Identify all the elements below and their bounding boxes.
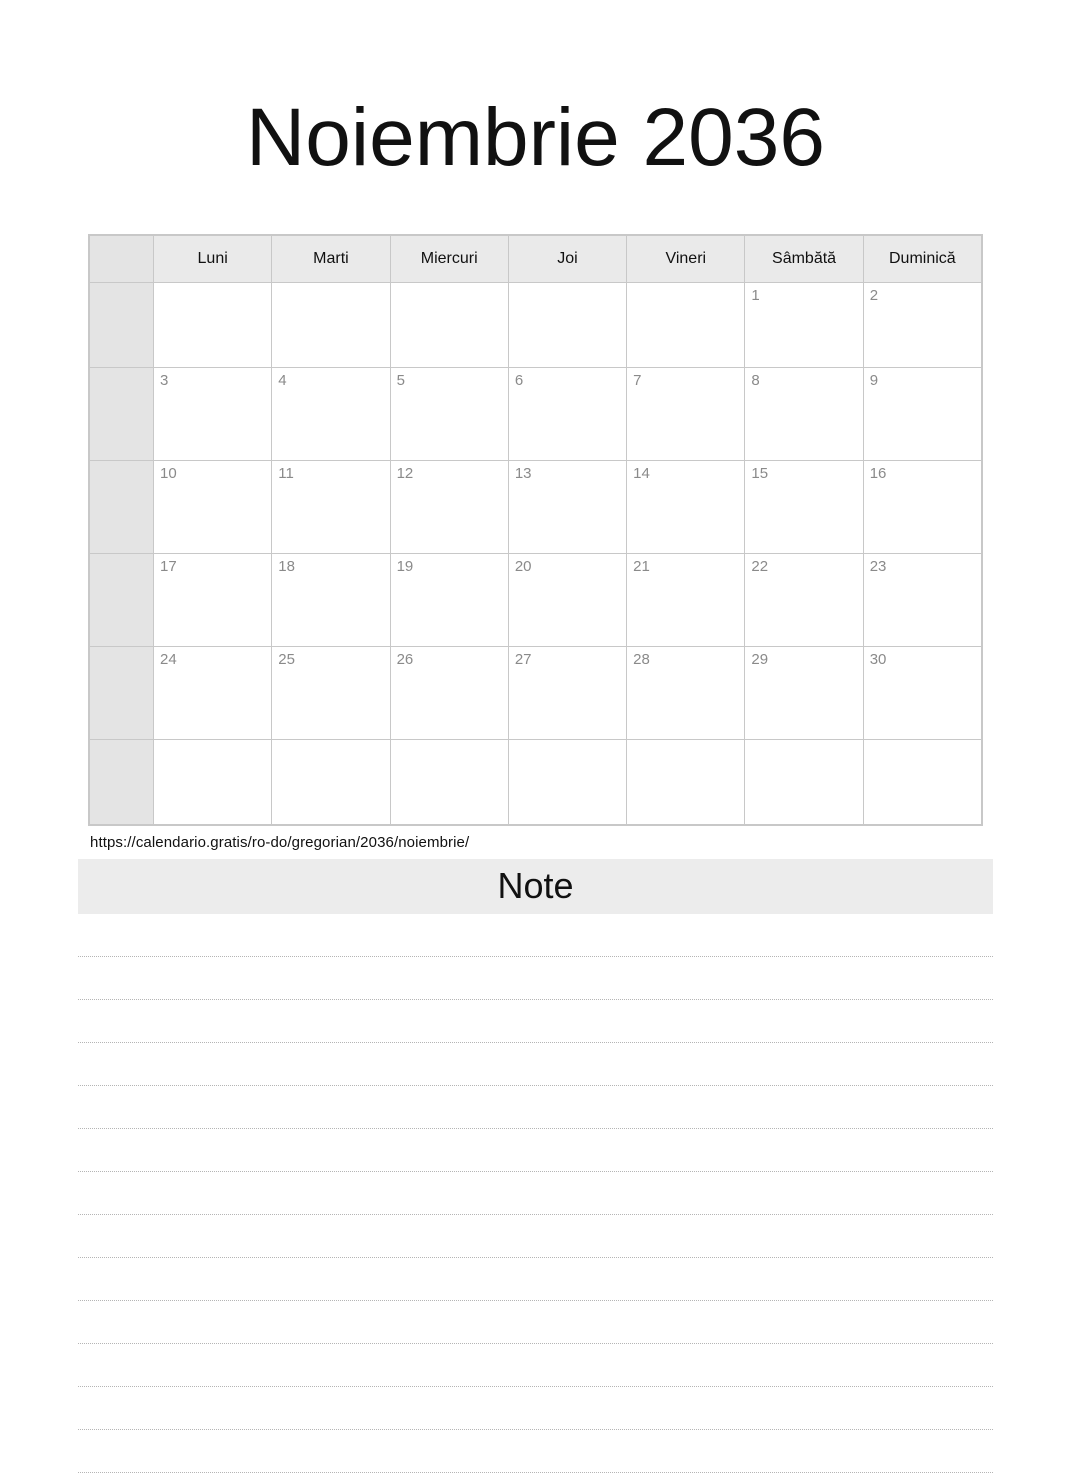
note-line[interactable] bbox=[78, 1086, 993, 1129]
day-cell[interactable]: 8 bbox=[745, 367, 863, 460]
day-cell[interactable] bbox=[508, 282, 626, 367]
day-cell[interactable]: 20 bbox=[508, 553, 626, 646]
weekday-header-saturday: Sâmbătă bbox=[745, 235, 863, 282]
note-line[interactable] bbox=[78, 1344, 993, 1387]
day-cell[interactable] bbox=[272, 739, 390, 824]
day-cell[interactable]: 11 bbox=[272, 460, 390, 553]
weekday-header-monday: Luni bbox=[154, 235, 272, 282]
note-line[interactable] bbox=[78, 1387, 993, 1430]
weekday-header-sunday: Duminică bbox=[863, 235, 981, 282]
notes-section bbox=[78, 859, 993, 1473]
day-cell[interactable]: 30 bbox=[863, 646, 981, 739]
week-label bbox=[90, 553, 154, 646]
note-line[interactable] bbox=[78, 1172, 993, 1215]
day-cell[interactable] bbox=[627, 739, 745, 824]
day-cell[interactable]: 7 bbox=[627, 367, 745, 460]
week-label bbox=[90, 460, 154, 553]
day-cell[interactable]: 25 bbox=[272, 646, 390, 739]
day-cell[interactable]: 12 bbox=[390, 460, 508, 553]
day-cell[interactable]: 9 bbox=[863, 367, 981, 460]
note-line[interactable] bbox=[78, 1129, 993, 1172]
day-cell[interactable] bbox=[863, 739, 981, 824]
weekday-header-thursday: Joi bbox=[508, 235, 626, 282]
calendar-week-row bbox=[90, 739, 982, 824]
day-cell[interactable] bbox=[390, 739, 508, 824]
week-label bbox=[90, 282, 154, 367]
day-cell[interactable]: 24 bbox=[154, 646, 272, 739]
calendar-week-row bbox=[90, 460, 982, 553]
day-cell[interactable] bbox=[154, 282, 272, 367]
weekday-header-tuesday: Marti bbox=[272, 235, 390, 282]
day-cell[interactable] bbox=[627, 282, 745, 367]
day-cell[interactable]: 29 bbox=[745, 646, 863, 739]
calendar-week-row bbox=[90, 553, 982, 646]
note-line[interactable] bbox=[78, 1000, 993, 1043]
day-cell[interactable] bbox=[745, 739, 863, 824]
note-line[interactable] bbox=[78, 957, 993, 1000]
day-cell[interactable]: 5 bbox=[390, 367, 508, 460]
day-cell[interactable]: 10 bbox=[154, 460, 272, 553]
note-line[interactable] bbox=[78, 1043, 993, 1086]
week-label bbox=[90, 367, 154, 460]
day-cell[interactable]: 1 bbox=[745, 282, 863, 367]
calendar-table bbox=[89, 235, 982, 825]
note-line[interactable] bbox=[78, 1258, 993, 1301]
day-cell[interactable]: 17 bbox=[154, 553, 272, 646]
day-cell[interactable]: 27 bbox=[508, 646, 626, 739]
note-line[interactable] bbox=[78, 1215, 993, 1258]
calendar-week-row bbox=[90, 646, 982, 739]
page-title: Noiembrie 2036 bbox=[246, 91, 825, 183]
weekday-header-wednesday: Miercuri bbox=[390, 235, 508, 282]
note-line[interactable] bbox=[78, 1430, 993, 1473]
note-line[interactable] bbox=[78, 914, 993, 957]
weekday-header-friday: Vineri bbox=[627, 235, 745, 282]
day-cell[interactable]: 14 bbox=[627, 460, 745, 553]
day-cell[interactable]: 3 bbox=[154, 367, 272, 460]
day-cell[interactable]: 21 bbox=[627, 553, 745, 646]
notes-heading: Note bbox=[78, 859, 993, 914]
day-cell[interactable]: 2 bbox=[863, 282, 981, 367]
day-cell[interactable]: 19 bbox=[390, 553, 508, 646]
calendar-week-row bbox=[90, 367, 982, 460]
calendar-week-row bbox=[90, 282, 982, 367]
day-cell[interactable]: 23 bbox=[863, 553, 981, 646]
day-cell[interactable]: 18 bbox=[272, 553, 390, 646]
calendar-header-row bbox=[90, 235, 982, 282]
day-cell[interactable]: 15 bbox=[745, 460, 863, 553]
week-label bbox=[90, 646, 154, 739]
day-cell[interactable]: 28 bbox=[627, 646, 745, 739]
week-label bbox=[90, 739, 154, 824]
day-cell[interactable] bbox=[390, 282, 508, 367]
day-cell[interactable]: 6 bbox=[508, 367, 626, 460]
note-line[interactable] bbox=[78, 1301, 993, 1344]
day-cell[interactable]: 13 bbox=[508, 460, 626, 553]
day-cell[interactable]: 16 bbox=[863, 460, 981, 553]
week-column-header bbox=[90, 235, 154, 282]
day-cell[interactable] bbox=[272, 282, 390, 367]
day-cell[interactable] bbox=[508, 739, 626, 824]
day-cell[interactable]: 22 bbox=[745, 553, 863, 646]
calendar-table-wrapper bbox=[88, 234, 983, 826]
source-url[interactable]: https://calendario.gratis/ro-do/gregorian/2036/noiembrie/ bbox=[90, 833, 470, 851]
day-cell[interactable]: 26 bbox=[390, 646, 508, 739]
day-cell[interactable]: 4 bbox=[272, 367, 390, 460]
calendar-page bbox=[0, 55, 1071, 1441]
day-cell[interactable] bbox=[154, 739, 272, 824]
